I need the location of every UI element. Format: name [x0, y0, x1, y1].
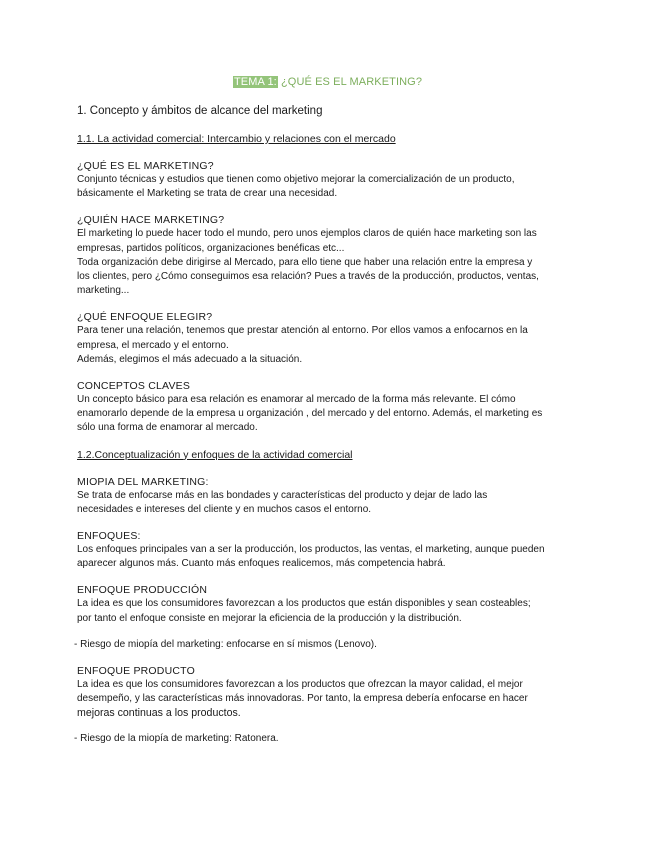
paragraph-line: básicamente el Marketing se trata de crear una necesidad. [77, 188, 338, 200]
section-enfoque-producto [77, 664, 582, 721]
paragraph-line: Los enfoques principales van a ser la producción, los productos, las ventas, el marketing, aunque pueden [77, 544, 545, 556]
paragraph-line: Se trata de enfocarse más en las bondades y características del producto y dejar de lado las [77, 489, 488, 501]
paragraph-line: La idea es que los consumidores favorezcan a los productos que están disponibles y sean costeables; [77, 598, 531, 610]
title-text: ¿QUÉ ES EL MARKETING? [277, 76, 423, 88]
section-heading: ENFOQUE PRODUCCIÓN [77, 584, 208, 597]
paragraph-line: Además, elegimos el más adecuado a la situación. [77, 353, 303, 365]
title-highlight: TEMA 1: [233, 76, 277, 88]
paragraph-line: sólo una forma de enamorar al mercado. [77, 422, 258, 434]
paragraph-line: los clientes, pero ¿Cómo conseguimos esa relación? Pues a través de la producción, productos, ventas, [77, 271, 539, 283]
section-heading: ¿QUIÉN HACE MARKETING? [77, 214, 225, 227]
paragraph-line: desempeño, y las características más innovadoras. Por tanto, la empresa debería enfocarse en hacer [77, 693, 528, 705]
paragraph-line: necesidades e intereses del cliente y en muchos casos el entorno. [77, 503, 372, 515]
section-heading: MIOPIA DEL MARKETING: [77, 475, 209, 488]
paragraph-line: Toda organización debe dirigirse al Mercado, para ello tiene que haber una relación entre la empresa y [77, 256, 533, 268]
section-heading: ¿QUÉ ES EL MARKETING? [77, 160, 214, 172]
document-body [74, 104, 582, 758]
paragraph-line: Un concepto básico para esa relación es enamorar al mercado de la forma más relevante. El cómo [77, 394, 516, 406]
heading-concepto: 1. Concepto y ámbitos de alcance del marketing [77, 105, 323, 117]
subheading-actividad-comercial: 1.1. La actividad comercial: Intercambio y relaciones con el mercado [77, 133, 396, 145]
section-heading: ENFOQUE PRODUCTO [77, 664, 195, 677]
paragraph-line: Para tener una relación, tenemos que prestar atención al entorno. Por ellos vamos a enfocarnos en la [77, 325, 528, 337]
section-conceptos-claves [77, 379, 582, 436]
section-enfoque-produccion [77, 583, 582, 625]
paragraph-line: por tanto el enfoque consiste en mejorar la eficiencia de la producción y la distribución. [77, 612, 462, 624]
paragraph-line: empresas, partidos políticos, organizaciones benéficas etc... [77, 242, 345, 254]
paragraph-line: El marketing lo puede hacer todo el mundo, pero unos ejemplos claros de quién hace marketing son las [77, 228, 537, 240]
section-heading: ENFOQUES: [77, 530, 141, 543]
section-quien-hace-marketing [77, 213, 582, 298]
subheading-conceptualizacion: 1.2.Conceptualización y enfoques de la actividad comercial [77, 448, 353, 461]
section-que-enfoque-elegir [77, 310, 582, 367]
paragraph-line: empresa, el mercado y el entorno. [77, 339, 229, 351]
bullet-riesgo-ratonera: - Riesgo de la miopía de marketing: Ratonera. [74, 733, 279, 745]
section-heading: ¿QUÉ ENFOQUE ELEGIR? [77, 311, 213, 324]
paragraph-line: marketing... [77, 285, 130, 297]
paragraph-line: mejoras continuas a los productos. [77, 707, 241, 720]
paragraph-line: enamorarlo depende de la empresa u organización , del mercado y del entorno. Además, el marketing es [77, 408, 543, 420]
document-title [0, 76, 655, 88]
section-miopia-marketing [77, 475, 582, 517]
section-enfoques [77, 529, 582, 571]
bullet-riesgo-lenovo: - Riesgo de miopía del marketing: enfocarse en sí mismos (Lenovo). [74, 638, 377, 650]
section-que-es-marketing [77, 159, 582, 201]
paragraph-line: aparecer algunos más. Cuanto más enfoques realicemos, más competencia habrá. [77, 558, 446, 570]
paragraph-line: Conjunto técnicas y estudios que tienen como objetivo mejorar la comercialización de un producto, [77, 174, 515, 185]
paragraph-line: La idea es que los consumidores favorezcan a los productos que ofrezcan la mayor calidad, el mejor [77, 678, 523, 690]
section-heading: CONCEPTOS CLAVES [77, 380, 191, 393]
